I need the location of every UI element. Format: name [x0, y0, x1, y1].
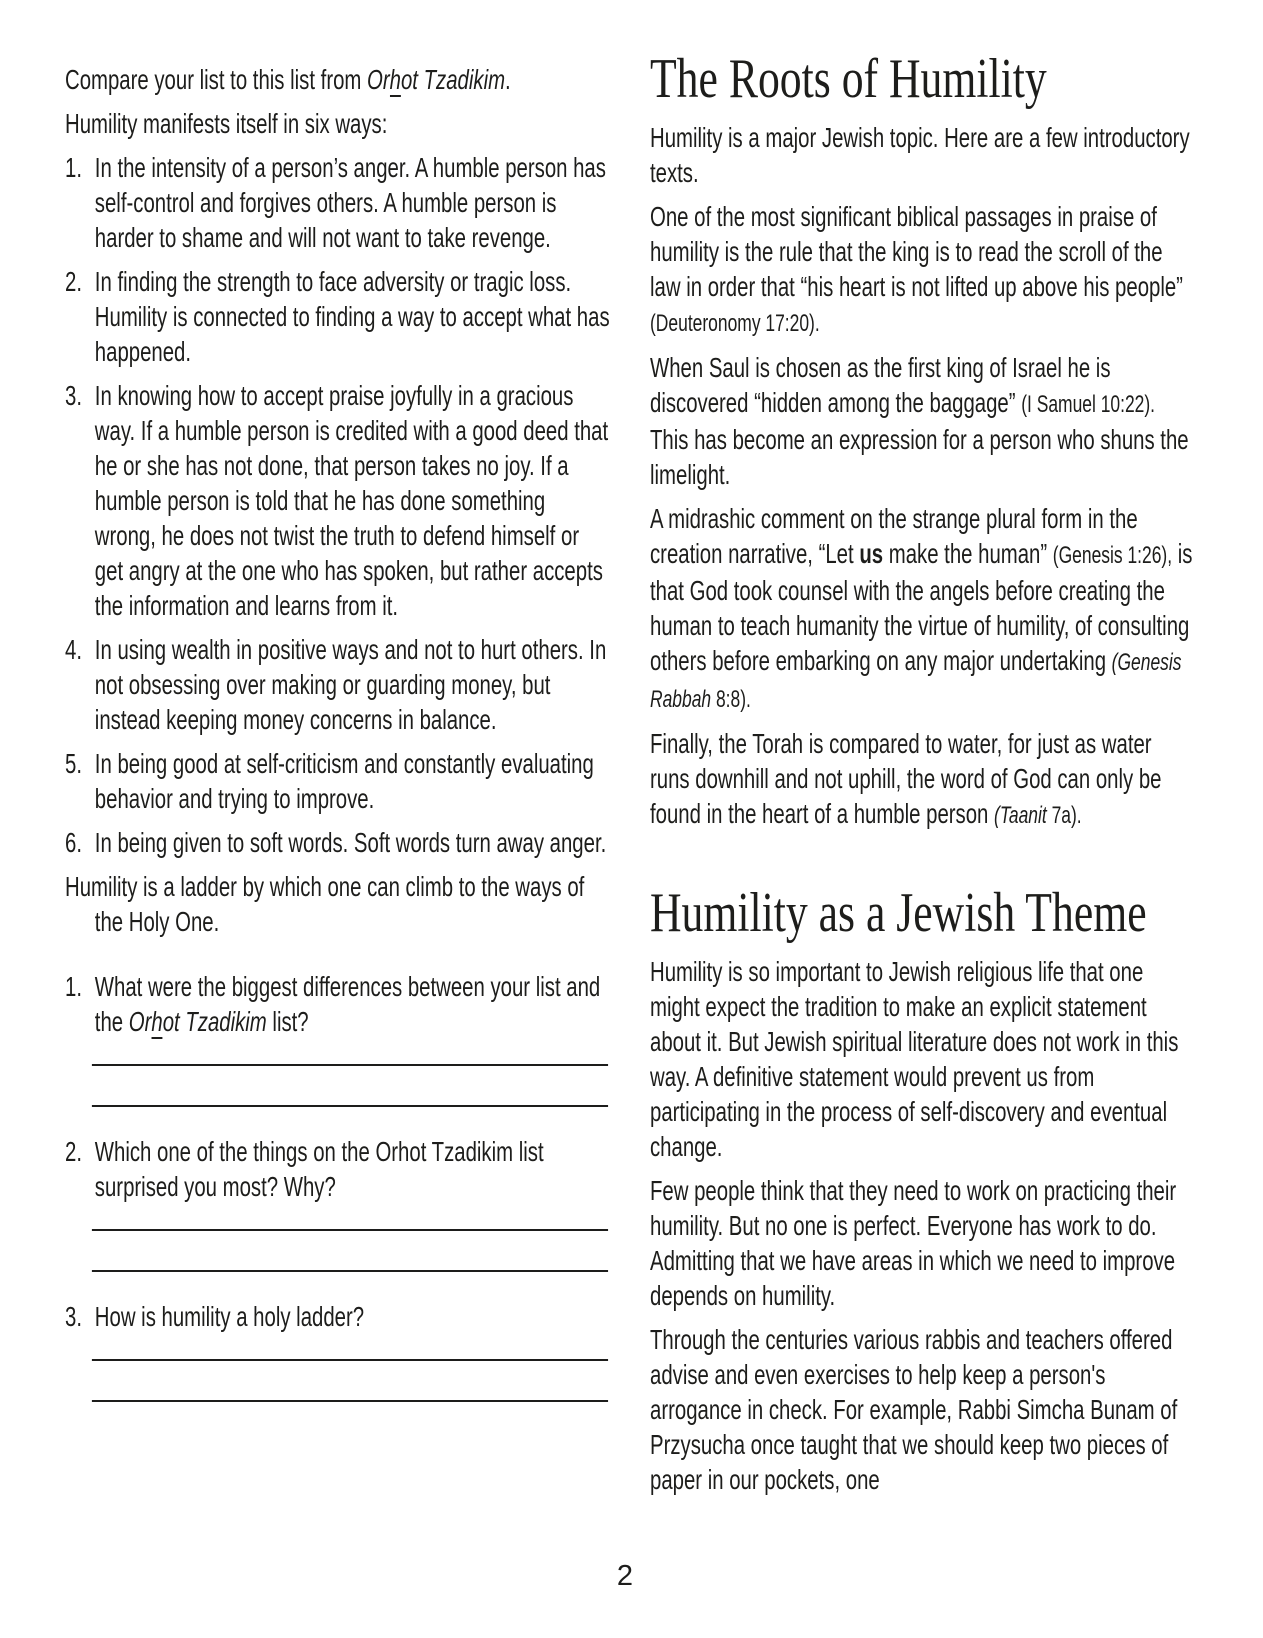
- question-2-text: [65, 1134, 610, 1204]
- answer-line: [92, 1231, 608, 1272]
- answer-line: [92, 1066, 608, 1107]
- question-1: [65, 969, 610, 1134]
- title-part: Or: [128, 1006, 152, 1037]
- list-item-text: In being good at self-criticism and constantly evaluating behavior and trying to improve.: [94, 748, 594, 814]
- citation-genesis-rabbah: (Genesis Rabbah: [650, 649, 1182, 713]
- six-ways-item-3: [65, 378, 610, 623]
- paragraph-text: A midrashic comment on the strange plural form in the creation narrative, “Let: [650, 503, 1138, 569]
- paragraph-text: make the human”: [883, 538, 1053, 569]
- list-item-text: In knowing how to accept praise joyfully in a gracious way. If a humble person is credited with a good deed that he or she has not done, that person takes no joy. If a humble person is told that he has done something wrong, he does not twist the truth to defend himself or get angry at the one who has spoken, but rather accepts the information and learns from it.: [94, 380, 609, 621]
- intro-paragraph: [65, 62, 610, 97]
- spacer: [65, 1272, 610, 1299]
- underlined-h: h: [389, 64, 401, 95]
- underlined-h: h: [151, 1006, 163, 1037]
- question-number: 1.: [65, 971, 82, 1002]
- paragraph-everyone-has-work: Few people think that they need to work on practicing their humility. But no one is perfect. Everyone has work to do. Admitting that we have areas in which we need to improve depends on humility.: [650, 1175, 1177, 1311]
- theme-section-text: [650, 954, 1195, 1497]
- citation-taanit-ref: 7a).: [1046, 802, 1082, 829]
- list-item-text: In using wealth in positive ways and not to hurt others. In not obsessing over making or guarding money, but instead keeping money concerns in balance.: [94, 634, 607, 735]
- roots-section-text: [650, 120, 1195, 833]
- paragraph-intro-texts: Humility is a major Jewish topic. Here are a few introductory texts.: [650, 122, 1190, 188]
- question-part: What were the biggest differences between your list and the: [94, 971, 601, 1037]
- list-number: 5.: [65, 748, 82, 779]
- citation-taanit: (Taanit: [994, 802, 1047, 829]
- list-number: 1.: [65, 152, 82, 183]
- title-part: ot Tzadikim: [162, 1006, 267, 1037]
- question-number: 2.: [65, 1136, 82, 1167]
- manifests-line: Humility manifests itself in six ways:: [65, 108, 388, 139]
- section-heading-roots-of-humility: The Roots of Humility: [650, 48, 1047, 110]
- question-text: Which one of the things on the Orhot Tzadikim list surprised you most? Why?: [94, 1136, 544, 1202]
- paragraph-text: This has become an expression for a person who shuns the limelight.: [650, 424, 1189, 490]
- ladder-paragraph: Humility is a ladder by which one can climb to the ways of the Holy One.: [65, 871, 585, 937]
- question-1-text: [65, 969, 610, 1039]
- book-title-orhot-tzadikim: [129, 1006, 267, 1039]
- six-ways-item-1: [65, 150, 610, 255]
- bold-us: us: [859, 538, 884, 569]
- paragraph-torah-water: [650, 726, 1195, 833]
- paragraph-two-pieces-of-paper: Through the centuries various rabbis and teachers offered advise and even exercises to help keep a person's arrogance in check. For example, Rabbi Simcha Bunam of Przysucha once taught that we should keep two pieces of paper in our pockets, one: [650, 1324, 1178, 1495]
- paragraph-saul-baggage: [650, 350, 1195, 492]
- paragraph-king-scroll: [650, 199, 1195, 341]
- six-ways-item-4: [65, 632, 610, 737]
- citation-samuel: (I Samuel 10:22).: [1021, 391, 1156, 418]
- paragraph-text: Finally, the Torah is compared to water, for just as water runs downhill and not uphill, the word of God can only be found in the heart of a humble person: [650, 728, 1162, 829]
- intro-text: Compare your list to this list from: [65, 64, 368, 95]
- title-part: ot Tzadikim: [400, 64, 506, 95]
- list-item-text: In the intensity of a person’s anger. A humble person has self-control and forgives others. A humble person is harder to shame and will not want to take revenge.: [94, 152, 606, 253]
- citation-genesis-rabbah-ref: 8:8).: [711, 686, 751, 713]
- paragraph-text: is that God took counsel with the angels before creating the human to teach humanity the virtue of humility, of consulting others before embarking on any major undertaking: [650, 538, 1193, 676]
- left-column: [65, 62, 613, 1402]
- paragraph-text: One of the most significant biblical passages in praise of humility is the rule that the king is to read the scroll of the law in order that “his heart is not lifted up above his people”: [650, 201, 1183, 302]
- answer-line: [92, 1343, 608, 1361]
- spacer: [65, 1107, 610, 1134]
- answer-line: [92, 1048, 608, 1066]
- question-3: [65, 1299, 610, 1402]
- question-2: [65, 1134, 610, 1299]
- questions-section: [65, 969, 610, 1402]
- answer-line: [92, 1213, 608, 1231]
- list-number: 3.: [65, 380, 82, 411]
- section-heading-humility-jewish-theme: Humility as a Jewish Theme: [650, 882, 1147, 944]
- question-3-text: [65, 1299, 610, 1334]
- list-item-text: In being given to soft words. Soft words turn away anger.: [94, 827, 607, 858]
- list-number: 4.: [65, 634, 82, 665]
- answer-line: [92, 1361, 608, 1402]
- intro-period: .: [505, 64, 511, 95]
- paragraph-text: When Saul is chosen as the first king of Israel he is discovered “hidden among the baggage”: [650, 352, 1111, 418]
- six-ways-item-6: [65, 825, 610, 860]
- citation-deuteronomy: (Deuteronomy 17:20).: [650, 310, 820, 337]
- book-title-orhot-tzadikim: [367, 64, 505, 97]
- title-part: Or: [367, 64, 390, 95]
- left-column-text: [65, 62, 610, 1402]
- paragraph-no-explicit-statement: Humility is so important to Jewish religious life that one might expect the tradition to make an explicit statement about it. But Jewish spiritual literature does not work in this way. A definitive statement would prevent us from participating in the process of self-discovery and eventual change.: [650, 956, 1179, 1162]
- list-number: 2.: [65, 266, 82, 297]
- list-item-text: In finding the strength to face adversity or tragic loss. Humility is connected to finding a way to accept what has happened.: [94, 266, 610, 367]
- question-number: 3.: [65, 1301, 82, 1332]
- citation-genesis: (Genesis 1:26),: [1052, 542, 1173, 569]
- six-ways-item-5: [65, 746, 610, 816]
- question-text: How is humility a holy ladder?: [94, 1301, 365, 1332]
- question-part: list?: [266, 1006, 309, 1037]
- list-number: 6.: [65, 827, 82, 858]
- right-column: [650, 44, 1195, 1497]
- six-ways-item-2: [65, 264, 610, 369]
- paragraph-midrash-let-us: [650, 501, 1195, 717]
- page-number: 2: [616, 1560, 634, 1592]
- question-text: [95, 969, 610, 1039]
